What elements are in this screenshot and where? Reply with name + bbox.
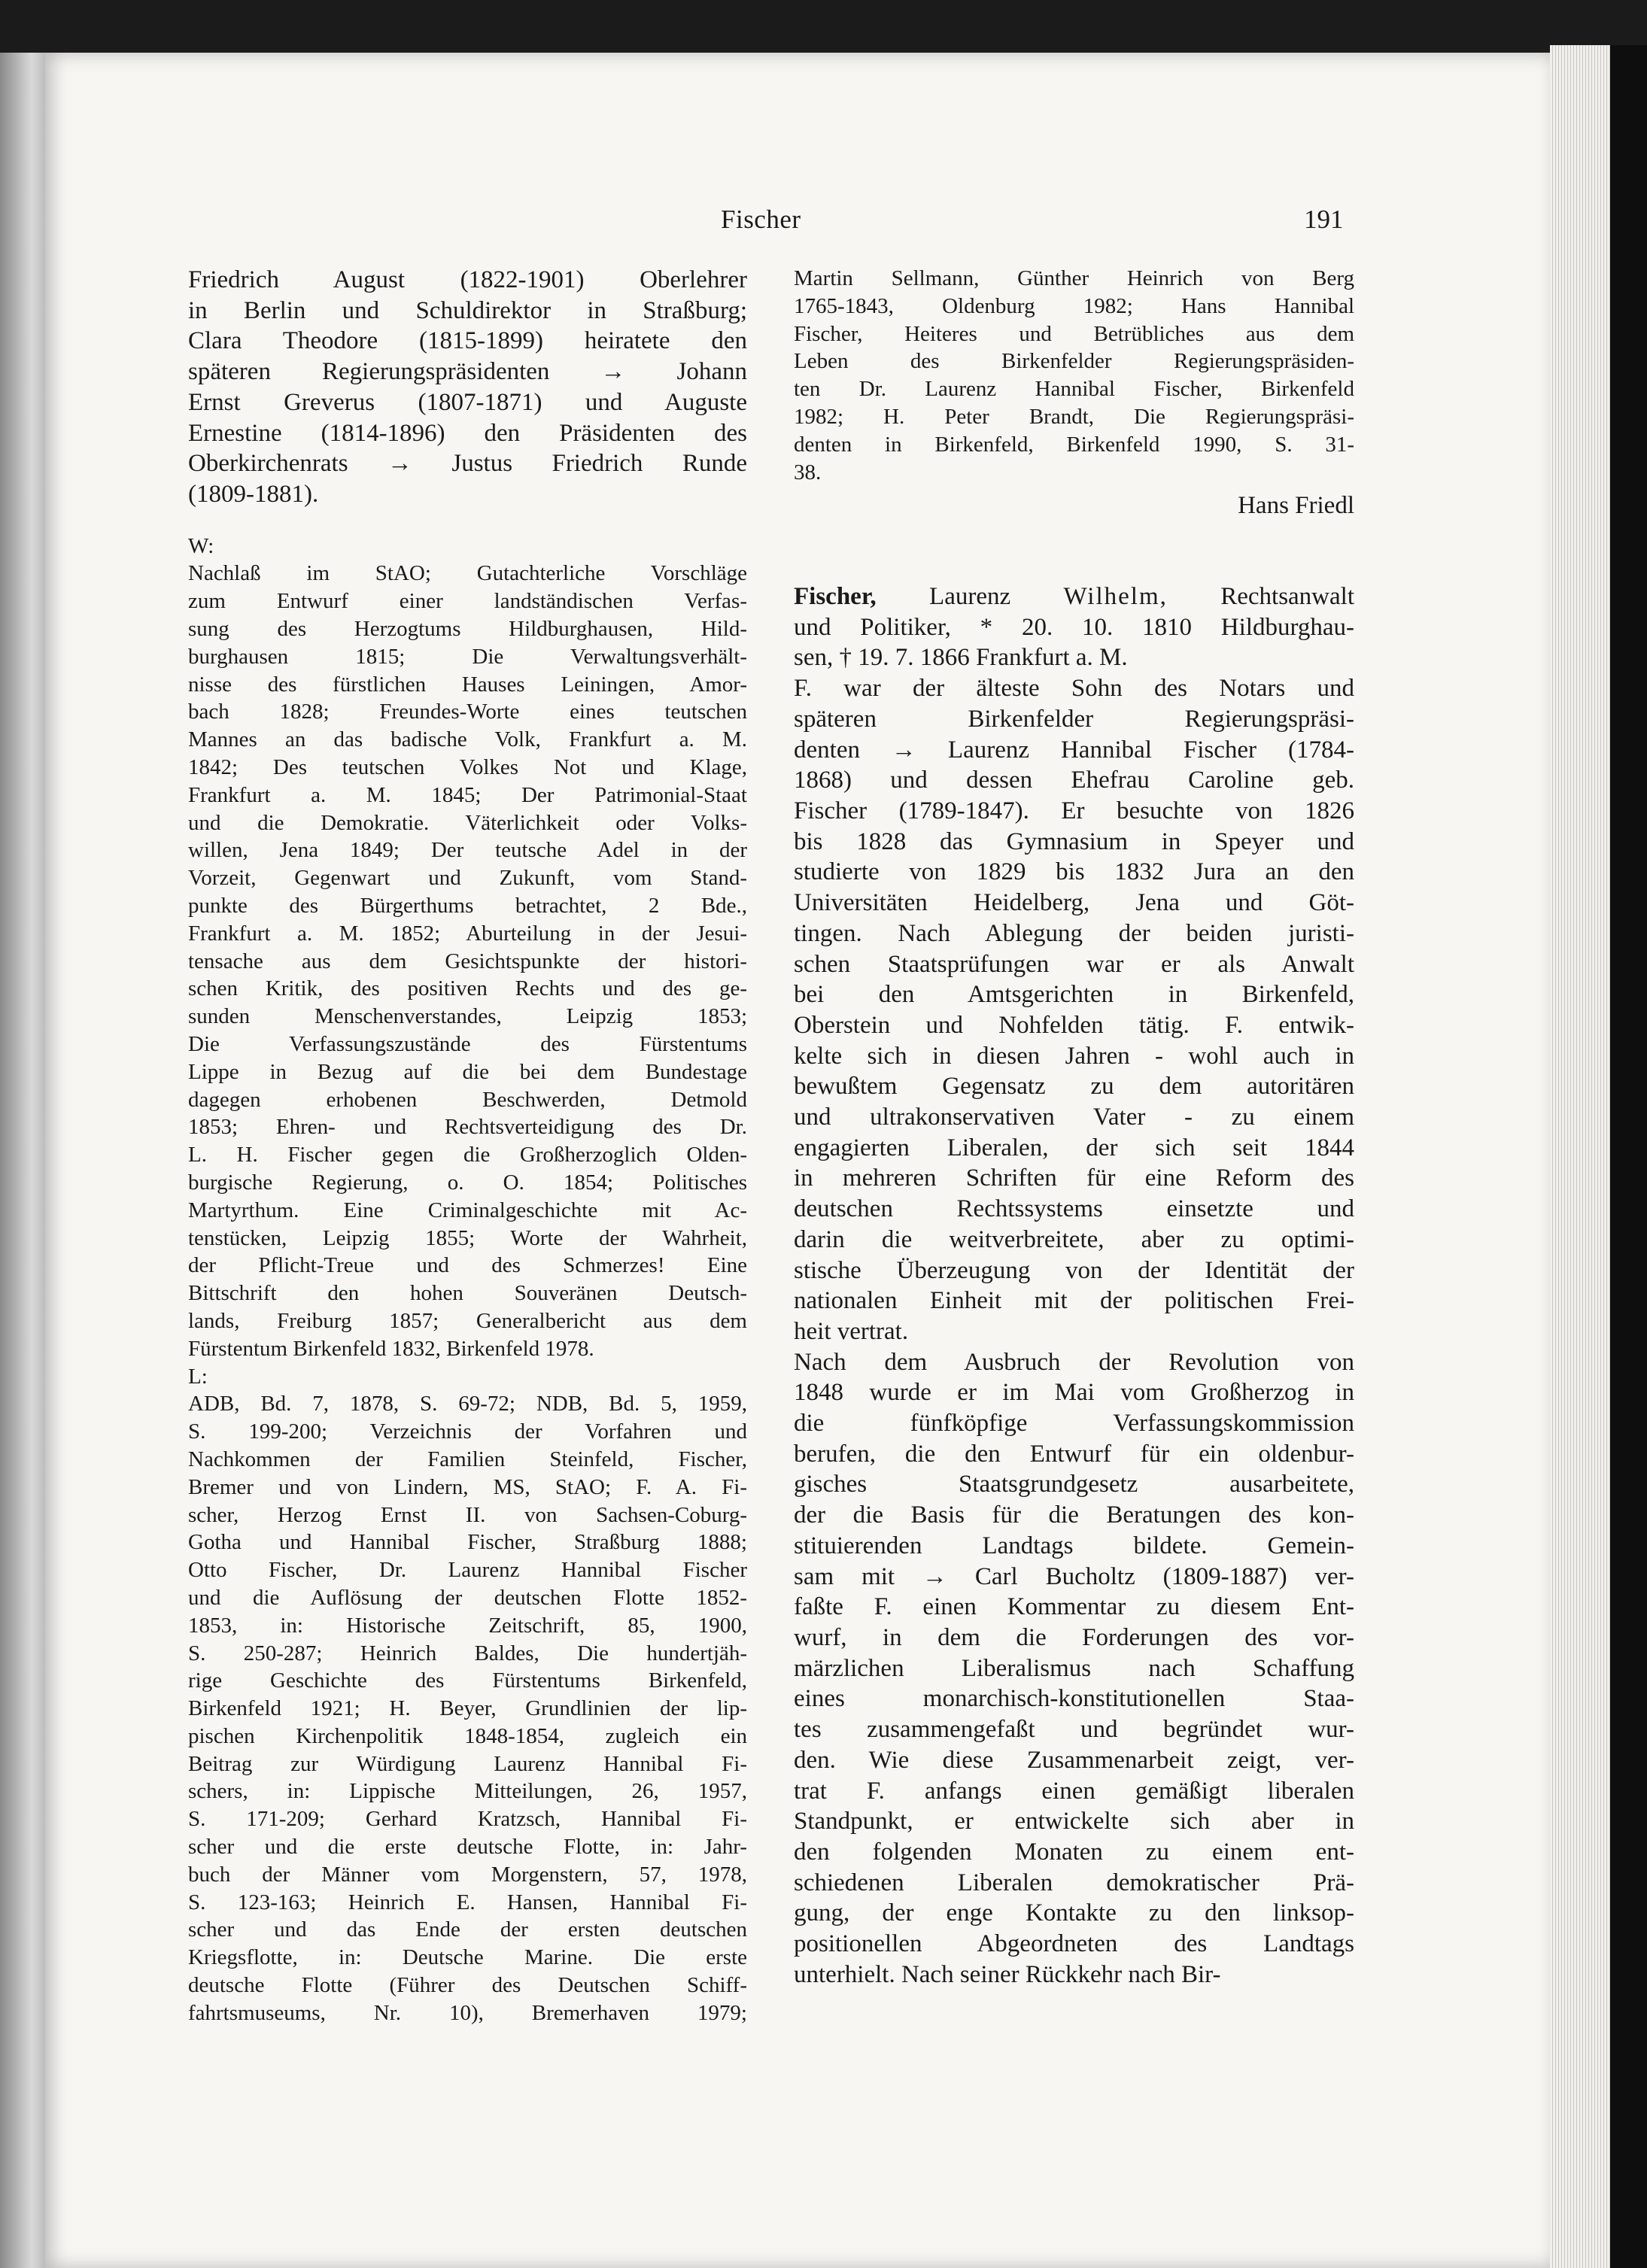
text-line: wurf, in dem die Forderungen des vor-	[794, 1623, 1354, 1651]
text-line: in Berlin und Schuldirektor in Straßburg;	[188, 296, 747, 324]
text-line: kelte sich in diesen Jahren - wohl auch in	[794, 1042, 1354, 1070]
text-line: engagierten Liberalen, der sich seit 1844	[794, 1134, 1354, 1161]
literature-line: Gotha und Hannibal Fischer, Straßburg 1888;	[188, 1530, 747, 1555]
text-line: bei den Amtsgerichten in Birkenfeld,	[794, 981, 1354, 1009]
works-line: 1853; Ehren- und Rechtsverteidigung des Dr.	[188, 1115, 747, 1140]
entry-line: und Politiker, * 20. 10. 1810 Hildburghau-	[794, 613, 1354, 641]
text-line: märzlichen Liberalismus nach Schaffung	[794, 1654, 1354, 1682]
text-line: in mehreren Schriften für eine Reform des	[794, 1164, 1354, 1192]
text-line: bis 1828 das Gymnasium in Speyer und	[794, 827, 1354, 855]
literature-line: deutsche Flotte (Führer des Deutschen Schiff-	[188, 1973, 747, 1998]
literature-line: Beitrag zur Würdigung Laurenz Hannibal Fi-	[188, 1751, 747, 1776]
literature-line: scher, Herzog Ernst II. von Sachsen-Coburg-	[188, 1502, 747, 1527]
text-line: tingen. Nach Ablegung der beiden juristi-	[794, 919, 1354, 947]
literature-line: S. 171-209; Gerhard Kratzsch, Hannibal Fi-	[188, 1807, 747, 1832]
article-author: Hans Friedl	[1238, 492, 1354, 520]
right-column	[794, 265, 1354, 1990]
text-line: berufen, die den Entwurf für ein oldenbur-	[794, 1440, 1354, 1468]
text-line: und ultrakonservativen Vater - zu einem	[794, 1104, 1354, 1131]
works-line: sunden Menschenverstandes, Leipzig 1853;	[188, 1004, 747, 1029]
entry-line: sen, † 19. 7. 1866 Frankfurt a. M.	[794, 644, 1128, 672]
literature-line: denten in Birkenfeld, Birkenfeld 1990, S. 31-	[794, 432, 1354, 457]
literature-line: buch der Männer vom Morgenstern, 57, 1978,	[188, 1862, 747, 1887]
text-line: eines monarchisch-konstitutionellen Staa-	[794, 1685, 1354, 1713]
text-line: den. Wie diese Zusammenarbeit zeigt, ver-	[794, 1746, 1354, 1774]
works-line: Nachlaß im StAO; Gutachterliche Vorschläge	[188, 561, 747, 586]
text-line: (1809-1881).	[188, 480, 319, 508]
works-line: Frankfurt a. M. 1845; Der Patrimonial-Staat	[188, 782, 747, 807]
page-number: 191	[1304, 205, 1344, 234]
intro-paragraph	[188, 265, 747, 510]
works-line: burgische Regierung, o. O. 1854; Politisches	[188, 1170, 747, 1195]
text-line: gisches Staatsgrundgesetz ausarbeitete,	[794, 1471, 1354, 1498]
text-line: faßte F. einen Kommentar zu diesem Ent-	[794, 1593, 1354, 1621]
text-line: F. war der älteste Sohn des Notars und	[794, 675, 1354, 703]
text-line: Standpunkt, er entwickelte sich aber in	[794, 1808, 1354, 1835]
works-line: Martyrthum. Eine Criminalgeschichte mit Ac-	[188, 1198, 747, 1222]
literature-line: und die Auflösung der deutschen Flotte 1852-	[188, 1585, 747, 1610]
works-line: Fürstentum Birkenfeld 1832, Birkenfeld 1978.	[188, 1336, 594, 1361]
works-line: 1842; Des teutschen Volkes Not und Klage,	[188, 755, 747, 779]
body-paragraph-2	[794, 1347, 1354, 1990]
text-line: gung, der enge Kontakte zu den linksop-	[794, 1899, 1354, 1927]
works-line: tenstücken, Leipzig 1855; Worte der Wahrheit,	[188, 1225, 747, 1250]
left-column	[188, 265, 747, 2027]
literature-line: 1982; H. Peter Brandt, Die Regierungspräsi-	[794, 404, 1354, 429]
text-line: Oberkirchenrats → Justus Friedrich Runde	[188, 450, 747, 478]
literature-label: L:	[188, 1364, 208, 1389]
literature-line: Martin Sellmann, Günther Heinrich von Berg	[794, 266, 1354, 290]
text-line: positionellen Abgeordneten des Landtags	[794, 1930, 1354, 1958]
text-line: unterhielt. Nach seiner Rückkehr nach Bir-	[794, 1960, 1221, 1988]
literature-line: S. 199-200; Verzeichnis der Vorfahren und	[188, 1419, 747, 1444]
text-line: der die Basis für die Beratungen des kon-	[794, 1501, 1354, 1529]
text-line: sam mit → Carl Bucholtz (1809-1887) ver-	[794, 1562, 1354, 1590]
text-line: Ernst Greverus (1807-1871) und Auguste	[188, 388, 747, 416]
text-line: heit vertrat.	[794, 1317, 909, 1345]
works-line: Vorzeit, Gegenwart und Zukunft, vom Stand-	[188, 866, 747, 891]
literature-line: Nachkommen der Familien Steinfeld, Fischer,	[188, 1447, 747, 1471]
text-line: die fünfköpfige Verfassungskommission	[794, 1410, 1354, 1438]
entry-heading	[794, 581, 1354, 612]
page-stack-edge	[1550, 45, 1610, 2268]
text-line: 1848 wurde er im Mai vom Großherzog in	[794, 1379, 1354, 1407]
works-line: punkte des Bürgerthums betrachtet, 2 Bde.,	[188, 893, 747, 918]
text-line: nationalen Einheit mit der politischen Frei-	[794, 1287, 1354, 1315]
works-line: willen, Jena 1849; Der teutsche Adel in der	[188, 838, 747, 863]
literature-line: schers, in: Lippische Mitteilungen, 26, 1957,	[188, 1779, 747, 1804]
text-line: Ernestine (1814-1896) den Präsidenten des	[188, 419, 747, 447]
text-line: schen Staatsprüfungen war er als Anwalt	[794, 950, 1354, 978]
literature-line: Birkenfeld 1921; H. Beyer, Grundlinien der lip-	[188, 1696, 747, 1721]
text-line: Fischer (1789-1847). Er besuchte von 1826	[794, 797, 1354, 824]
literature-line: S. 250-287; Heinrich Baldes, Die hundertjäh-	[188, 1641, 747, 1665]
literature-line: Otto Fischer, Dr. Laurenz Hannibal Fischer	[188, 1558, 747, 1583]
text-line: Friedrich August (1822-1901) Oberlehrer	[188, 266, 747, 293]
body-paragraph-1	[794, 673, 1354, 1347]
literature-line: 1765-1843, Oldenburg 1982; Hans Hannibal	[794, 293, 1354, 318]
works-line: der Pflicht-Treue und des Schmerzes! Eine	[188, 1253, 747, 1278]
works-label: W:	[188, 533, 214, 558]
works-line: burghausen 1815; Die Verwaltungsverhält-	[188, 644, 747, 669]
works-line: sung des Herzogtums Hildburghausen, Hild-	[188, 617, 747, 642]
entry-call-name: Wilhelm,	[1063, 583, 1168, 611]
literature-line: Kriegsflotte, in: Deutsche Marine. Die erste	[188, 1945, 747, 1970]
literature-line: ADB, Bd. 7, 1878, S. 69-72; NDB, Bd. 5, 1959,	[188, 1392, 747, 1416]
literature-line: Leben des Birkenfelder Regierungspräsiden-	[794, 349, 1354, 374]
literature-continued	[794, 265, 1354, 486]
works-section	[188, 533, 747, 2027]
literature-line: 38.	[794, 460, 822, 484]
literature-line: Fischer, Heiteres und Betrübliches aus dem	[794, 321, 1354, 346]
works-line: Bittschrift den hohen Souveränen Deutsch-	[188, 1281, 747, 1306]
text-line: den folgenden Monaten zu einem ent-	[794, 1838, 1354, 1866]
text-line: schiedenen Liberalen demokratischer Prä-	[794, 1869, 1354, 1896]
works-line: Lippe in Bezug auf die bei dem Bundestage	[188, 1059, 747, 1084]
entry-profession: Rechtsanwalt	[1220, 583, 1354, 611]
entry-given-name: Laurenz	[929, 583, 1011, 611]
running-title: Fischer	[721, 205, 801, 234]
text-line: deutschen Rechtssystems einsetzte und	[794, 1195, 1354, 1223]
works-line: und die Demokratie. Väterlichkeit oder Volks-	[188, 810, 747, 835]
text-line: Universitäten Heidelberg, Jena und Göt-	[794, 889, 1354, 917]
text-line: tes zusammengefaßt und begründet wur-	[794, 1716, 1354, 1744]
background-right	[1610, 45, 1647, 2268]
entry-surname: Fischer,	[794, 583, 877, 611]
works-line: Frankfurt a. M. 1852; Aburteilung in der Jesui-	[188, 921, 747, 946]
works-line: Mannes an das badische Volk, Frankfurt a. M.	[188, 727, 747, 752]
works-line: Die Verfassungszustände des Fürstentums	[188, 1031, 747, 1056]
literature-line: fahrtsmuseums, Nr. 10), Bremerhaven 1979;	[188, 2000, 747, 2025]
works-line: schen Kritik, des positiven Rechts und des ge-	[188, 976, 747, 1001]
works-line: tensache aus dem Gesichtspunkte der histori-	[188, 949, 747, 973]
text-line: Oberstein und Nohfelden tätig. F. entwik-	[794, 1011, 1354, 1039]
literature-line: scher und die erste deutsche Flotte, in: Jahr-	[188, 1835, 747, 1860]
works-line: lands, Freiburg 1857; Generalbericht aus dem	[188, 1308, 747, 1333]
facing-page-edge	[0, 53, 45, 2268]
literature-line: pischen Kirchenpolitik 1848-1854, zugleich ein	[188, 1723, 747, 1748]
text-line: Clara Theodore (1815-1899) heiratete den	[188, 327, 747, 355]
literature-line: Bremer und von Lindern, MS, StAO; F. A. Fi-	[188, 1474, 747, 1499]
text-line: stische Überzeugung von der Identität der	[794, 1256, 1354, 1284]
text-line: Nach dem Ausbruch der Revolution von	[794, 1348, 1354, 1376]
works-line: nisse des fürstlichen Hauses Leiningen, Amor-	[188, 672, 747, 697]
literature-line: ten Dr. Laurenz Hannibal Fischer, Birkenfeld	[794, 377, 1354, 402]
literature-line: S. 123-163; Heinrich E. Hansen, Hannibal Fi-	[188, 1890, 747, 1914]
text-line: stituierenden Landtags bildete. Gemein-	[794, 1532, 1354, 1559]
text-line: denten → Laurenz Hannibal Fischer (1784-	[794, 736, 1354, 764]
works-line: dagegen erhobenen Beschwerden, Detmold	[188, 1087, 747, 1112]
text-line: bewußtem Gegensatz zu dem autoritären	[794, 1073, 1354, 1101]
literature-line: rige Geschichte des Fürstentums Birkenfeld,	[188, 1668, 747, 1693]
text-line: späteren Regierungspräsidenten → Johann	[188, 358, 747, 386]
text-line: trat F. anfangs einen gemäßigt liberalen	[794, 1777, 1354, 1805]
text-line: darin die weitverbreitete, aber zu optimi-	[794, 1225, 1354, 1253]
works-line: L. H. Fischer gegen die Großherzoglich Olden-	[188, 1143, 747, 1167]
literature-line: scher und das Ende der ersten deutschen	[188, 1917, 747, 1942]
works-line: zum Entwurf einer landständischen Verfas-	[188, 589, 747, 614]
works-line: bach 1828; Freundes-Worte eines teutschen	[188, 700, 747, 724]
literature-line: 1853, in: Historische Zeitschrift, 85, 1900,	[188, 1613, 747, 1638]
text-line: 1868) und dessen Ehefrau Caroline geb.	[794, 767, 1354, 794]
text-line: studierte von 1829 bis 1832 Jura an den	[794, 858, 1354, 886]
text-line: späteren Birkenfelder Regierungspräsi-	[794, 705, 1354, 733]
